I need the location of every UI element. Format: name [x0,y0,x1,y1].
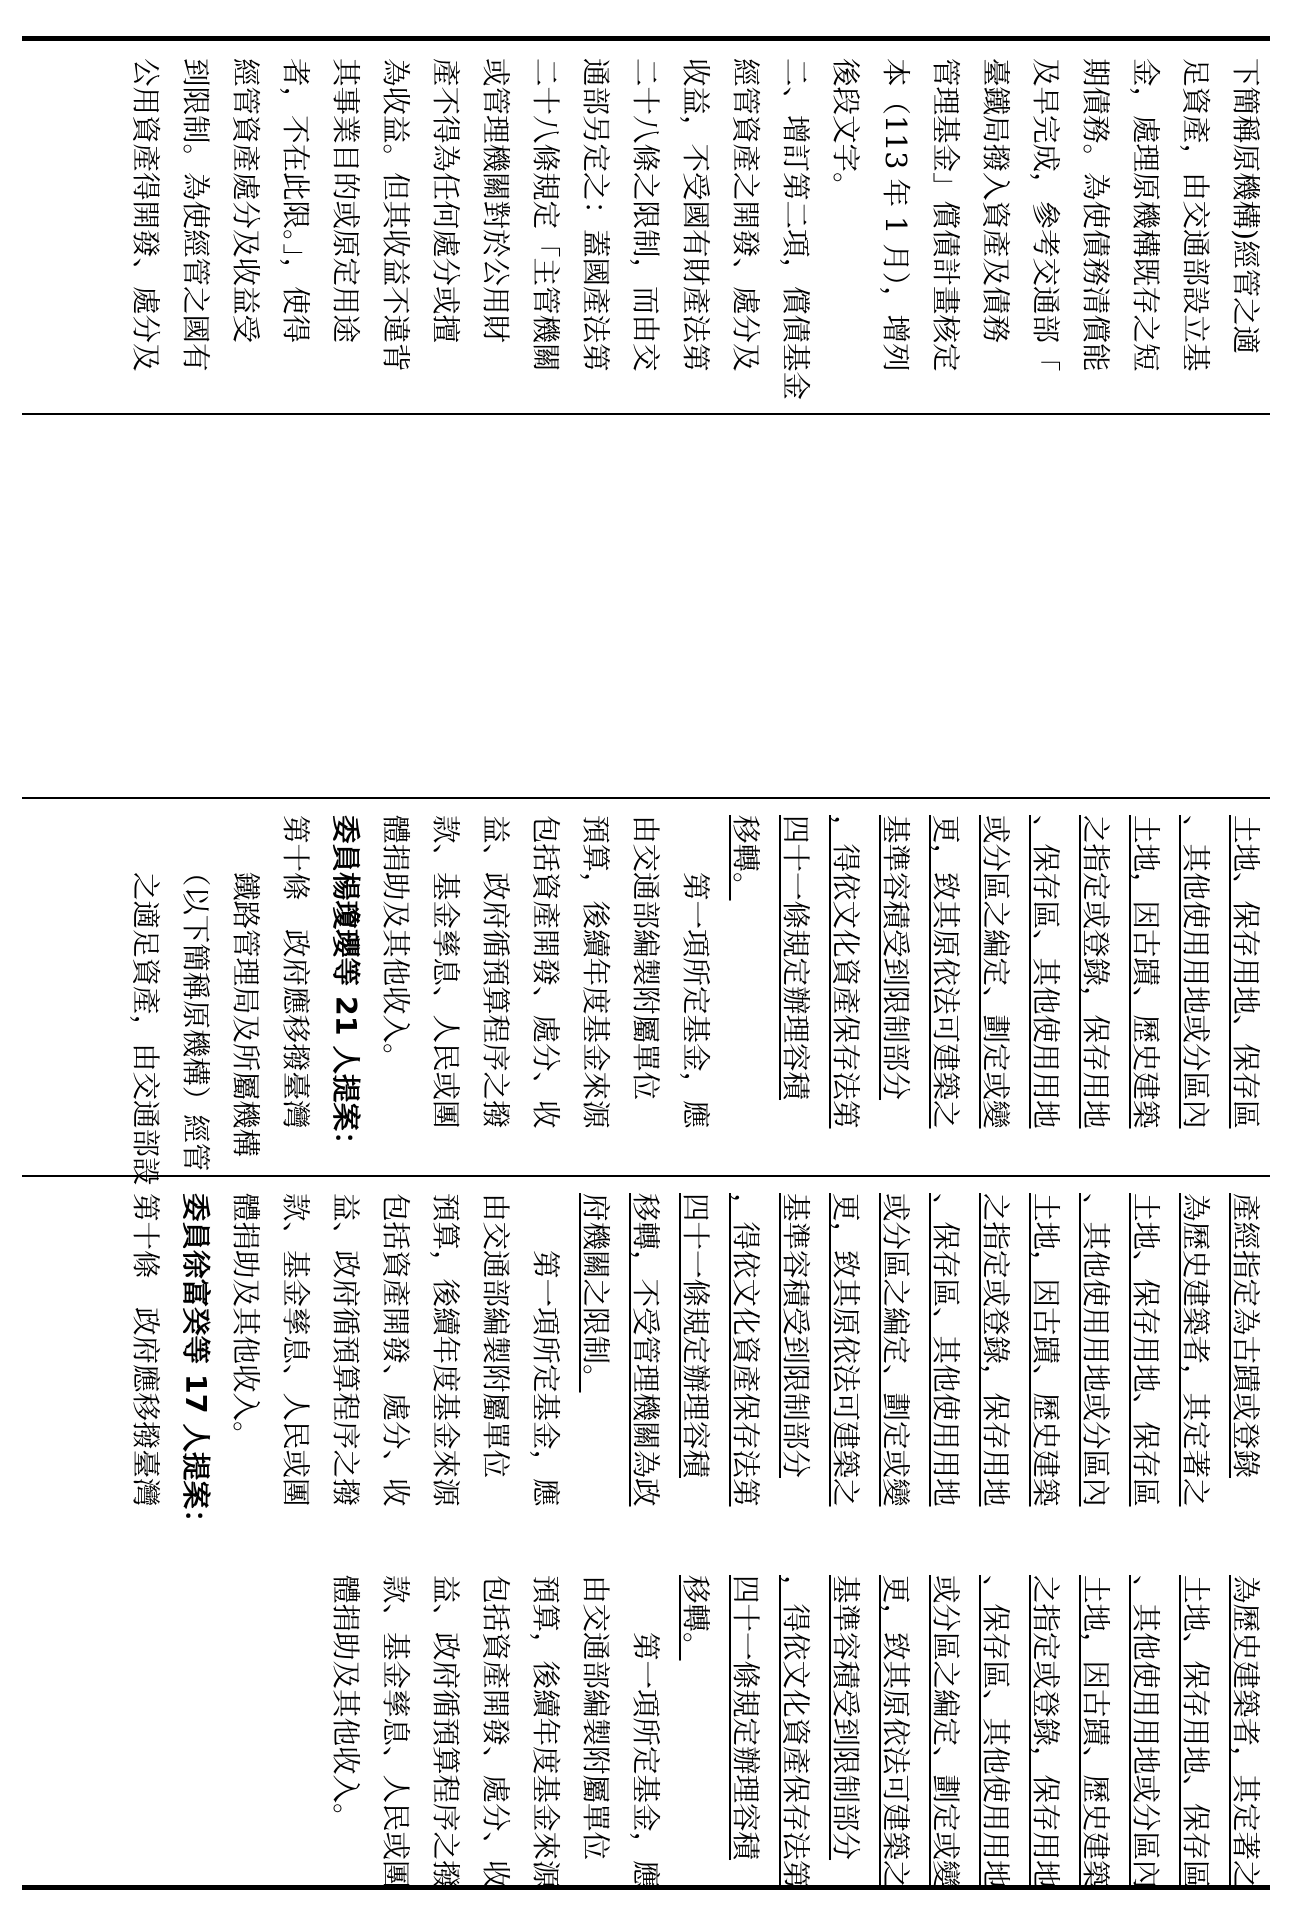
text-line: 四十一條規定辦理容積 [779,815,812,1101]
text-line: 後段文字。 [829,58,862,201]
text-line: 為歷史建築者，其定著之 [1179,1193,1212,1507]
text-line: ，得依文化資產保存法第 [829,815,862,1129]
text-line: 第一項所定基金，應 [529,1193,562,1507]
text-line: 更，致其原依法可建築之 [879,1575,912,1889]
text-line: 下簡稱原機構)經管之適 [1229,58,1262,355]
text-line: 益、政府循預算程序之撥 [329,1193,362,1507]
text-line: 款、基金孳息、人民或團 [429,815,462,1129]
text-line: 第一項所定基金，應 [679,815,712,1129]
explanation-column [129,58,1300,418]
text-line: 體捐助及其他收入。 [379,815,412,1072]
text-line: 第十條 政府應移撥臺灣 [129,1193,162,1507]
proposal-b-text [120,815,1270,1186]
article-column [329,1575,1300,1889]
text-line: 土地，因古蹟、歷史建築 [1029,1193,1062,1507]
top-border-rule [22,36,1270,41]
text-line: 、保存區、其他使用用地 [979,1575,1012,1889]
text-line: 款、基金孳息、人民或團 [279,1193,312,1507]
text-line: 二十八條之限制，而由交 [629,58,662,372]
text-line: （以下簡稱原機構）經管 [179,815,212,1172]
text-line: 、其他使用用地或分區內 [1129,1575,1162,1889]
text-line: 鐵路管理局及所屬機構 [229,815,262,1158]
text-line: 或管理機關對於公用財 [479,58,512,344]
text-line: 移轉。 [679,1575,712,1661]
proposal-column-b [129,815,1300,1186]
text-line: 足資產，由交通部設立基 [1179,58,1212,372]
text-line: 之指定或登錄，保存用地 [1079,815,1112,1129]
text-line: 更，致其原依法可建築之 [929,815,962,1129]
proposal-a-text [120,1193,1270,1538]
text-line: ，得依文化資產保存法第 [779,1575,812,1889]
text-line: 、保存區、其他使用用地 [929,1193,962,1507]
text-line: 之指定或登錄，保存用地 [979,1193,1012,1507]
text-line: 臺鐵局撥入資產及債務 [979,58,1012,344]
text-line: 移轉。 [729,815,762,901]
text-line: 二、增訂第二項，償債基金 [779,58,812,401]
text-line: 經管資產處分及收益受 [229,58,262,344]
text-line: 基準容積受到限制部分 [829,1575,862,1861]
text-line: 益、政府循預算程序之撥 [429,1575,462,1889]
text-line: 公用資產得開發、處分及 [129,58,162,372]
text-line: 其事業目的或原定用途 [329,58,362,344]
text-line: ，得依文化資產保存法第 [729,1193,762,1507]
text-line: 到限制。為使經管之國有 [179,58,212,372]
text-line: 、其他使用用地或分區內 [1179,815,1212,1129]
text-line: 預算，後續年度基金來源 [429,1193,462,1507]
text-line: 包括資產開發、處分、收 [479,1575,512,1889]
text-line: 產不得為任何處分或擅 [429,58,462,344]
text-line: 土地，因古蹟、歷史建築 [1079,1575,1112,1889]
text-line: 由交通部編製附屬單位 [579,1575,612,1861]
text-line: 更，致其原依法可建築之 [829,1193,862,1507]
text-line: 益、政府循預算程序之撥 [479,815,512,1129]
text-line: 土地、保存用地、保存區 [1179,1575,1212,1889]
text-line: 基準容積受到限制部分 [779,1193,812,1479]
text-line: 為收益。但其收益不違背 [379,58,412,372]
text-line: 預算，後續年度基金來源 [579,815,612,1129]
text-line: 金，處理原機構既存之短 [1129,58,1162,372]
text-line: 之適足資產，由交通部設 [129,815,162,1186]
section-divider-middle [22,797,1270,799]
explanation-text [120,58,1270,400]
text-line: 收益，不受國有財產法第 [679,58,712,372]
text-line: 土地、保存用地、保存區 [1129,1193,1162,1507]
text-line: 之指定或登錄，保存用地 [1029,1575,1062,1889]
text-line: 款、基金孳息、人民或團 [379,1575,412,1889]
text-line: 基準容積受到限制部分 [879,815,912,1101]
text-line: 及早完成，參考交通部「 [1029,58,1062,372]
text-line: 本（113 年 1 月），增列 [879,58,912,372]
text-line: 管理基金」償債計畫核定 [929,58,962,372]
proposal-column-a [129,1193,1300,1553]
text-line: 四十一條規定辦理容積 [729,1575,762,1861]
text-line: 土地、保存用地、保存區 [1229,815,1262,1129]
text-line: 由交通部編製附屬單位 [629,815,662,1101]
text-line: 產經指定為古蹟或登錄 [1229,1193,1262,1479]
text-line: 第一項所定基金，應 [629,1575,662,1889]
text-line: 二十八條規定「主管機關 [529,58,562,372]
text-line: 四十一條規定辦理容積 [679,1193,712,1479]
text-line: 體捐助及其他收入。 [329,1575,362,1832]
text-line: 經管資產之開發、處分及 [729,58,762,372]
text-line: 通部另定之：蓋國產法第 [579,58,612,372]
text-line: 移轉，不受管理機關為政 [629,1193,662,1507]
text-line: 第十條 政府應移撥臺灣 [279,815,312,1129]
text-line: 包括資產開發、處分、收 [379,1193,412,1507]
text-line: 為歷史建築者，其定著之 [1229,1575,1262,1889]
text-line: 府機關之限制。 [579,1193,612,1393]
text-line: 或分區之編定、劃定或變 [979,815,1012,1129]
text-line: 委員徐富癸等 17 人提案： [179,1193,212,1538]
text-line: 、其他使用用地或分區內 [1079,1193,1112,1507]
text-line: 或分區之編定、劃定或變 [929,1575,962,1889]
text-line: 或分區之編定、劃定或變 [879,1193,912,1507]
text-line: 者，不在此限。」，使得 [279,58,312,344]
text-line: 包括資產開發、處分、收 [529,815,562,1129]
text-line: 由交通部編製附屬單位 [479,1193,512,1479]
section-divider-upper [22,413,1270,415]
text-line: 期債務。為使債務清償能 [1079,58,1112,372]
article-text [320,1575,1270,1889]
text-line: 土地，因古蹟、歷史建築 [1129,815,1162,1129]
text-line: 、保存區、其他使用用地 [1029,815,1062,1129]
text-line: 委員楊瓊瓔等 21 人提案： [329,815,362,1160]
text-line: 體捐助及其他收入。 [229,1193,262,1450]
text-line: 預算，後續年度基金來源 [529,1575,562,1889]
